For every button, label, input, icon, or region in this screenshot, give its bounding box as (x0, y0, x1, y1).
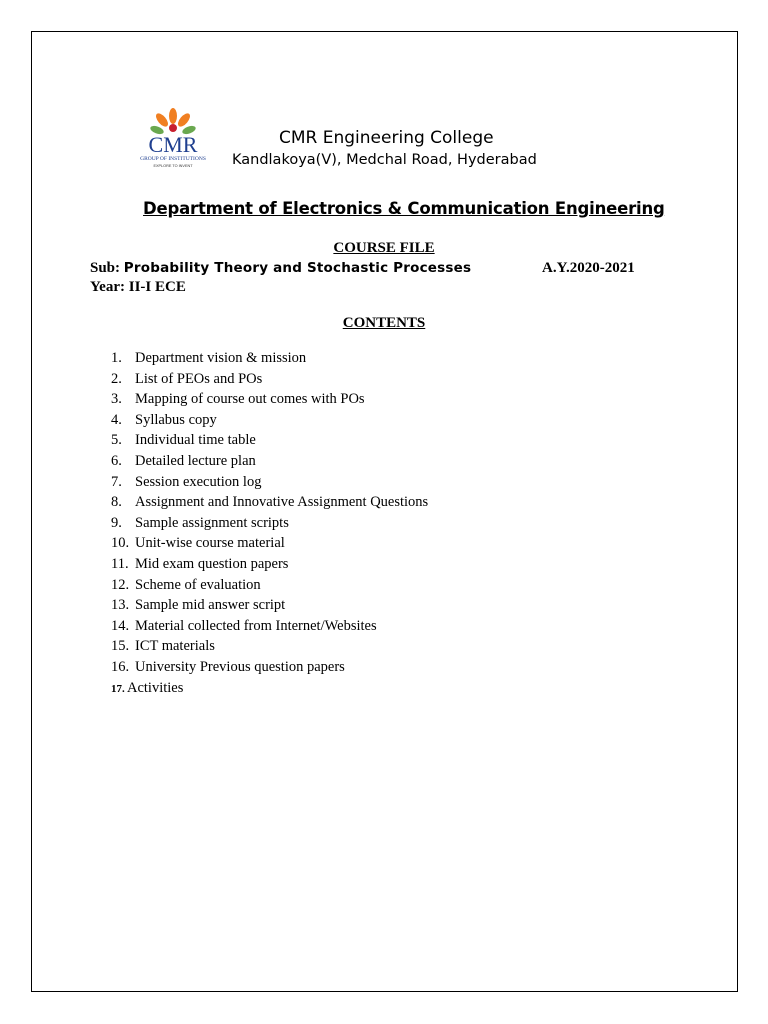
list-item (111, 533, 428, 554)
list-item-number: 8. (111, 494, 122, 511)
list-item (111, 678, 428, 699)
list-item (111, 657, 428, 678)
list-item (111, 451, 428, 472)
logo-text: CMR (148, 132, 198, 157)
list-item (111, 410, 428, 431)
list-item-number: 4. (111, 411, 122, 428)
list-item-number: 1. (111, 350, 122, 366)
college-address: Kandlakoya(V), Medchal Road, Hyderabad (232, 152, 537, 168)
list-item-text: University Previous question papers (135, 658, 345, 675)
list-item-number: 5. (111, 432, 122, 449)
list-item-text: ICT materials (135, 638, 215, 655)
list-item-number: 13. (111, 597, 130, 614)
list-item-text: Individual time table (135, 432, 256, 449)
list-item-text: Unit-wise course material (135, 535, 285, 552)
list-item (111, 513, 428, 534)
list-item-number: 17. (111, 682, 125, 695)
cmr-logo (137, 104, 209, 170)
subject-label: Sub: (90, 260, 121, 276)
list-item-text: Activities (127, 679, 184, 696)
list-item (111, 575, 428, 596)
subject-line (90, 260, 471, 277)
list-item-text: Scheme of evaluation (135, 576, 261, 593)
list-item-text: Department vision & mission (135, 350, 307, 366)
list-item (111, 554, 428, 575)
list-item (111, 389, 428, 410)
list-item-text: Mid exam question papers (135, 555, 289, 572)
list-item (111, 616, 428, 637)
logo-tagline: EXPLORE TO INVENT (153, 164, 193, 168)
logo-petal (154, 111, 170, 128)
list-item-number: 11. (111, 555, 129, 572)
list-item (111, 369, 428, 390)
list-item-number: 3. (111, 391, 122, 408)
logo-petal (176, 111, 192, 128)
list-item-text: Assignment and Innovative Assignment Questions (135, 494, 429, 511)
list-item-text: Material collected from Internet/Websites (135, 617, 377, 634)
list-item-text: Session execution log (135, 473, 262, 490)
contents-list (111, 348, 428, 698)
list-item-text: Sample assignment scripts (135, 514, 289, 531)
list-item-number: 9. (111, 514, 122, 531)
logo-petal (169, 108, 177, 124)
list-item-text: Sample mid answer script (135, 597, 286, 614)
list-item (111, 492, 428, 513)
list-item-text: List of PEOs and POs (135, 370, 263, 387)
list-item-number: 6. (111, 452, 122, 469)
list-item-number: 2. (111, 370, 122, 387)
list-item (111, 348, 428, 369)
list-item-text: Detailed lecture plan (135, 452, 256, 469)
list-item-number: 12. (111, 576, 130, 593)
subject-name: Probability Theory and Stochastic Processes (123, 260, 472, 276)
list-item-number: 16. (111, 658, 130, 675)
department-title: Department of Electronics & Communication Engineering (143, 199, 665, 218)
logo-subtext: GROUP OF INSTITUTIONS (140, 156, 206, 162)
list-item-number: 7. (111, 473, 122, 490)
contents-heading: CONTENTS (342, 315, 426, 331)
list-item-number: 10. (111, 535, 130, 552)
year-line: Year: II-I ECE (90, 279, 186, 295)
academic-year: A.Y.2020-2021 (542, 260, 635, 276)
list-item (111, 636, 428, 657)
course-file-heading: COURSE FILE (333, 240, 435, 256)
logo-center (169, 124, 177, 132)
list-item-number: 14. (111, 617, 130, 634)
college-name: CMR Engineering College (279, 128, 494, 148)
list-item (111, 595, 428, 616)
list-item (111, 472, 428, 493)
list-item-text: Mapping of course out comes with POs (135, 391, 365, 408)
list-item (111, 430, 428, 451)
list-item-number: 15. (111, 638, 130, 655)
list-item-text: Syllabus copy (135, 411, 217, 428)
